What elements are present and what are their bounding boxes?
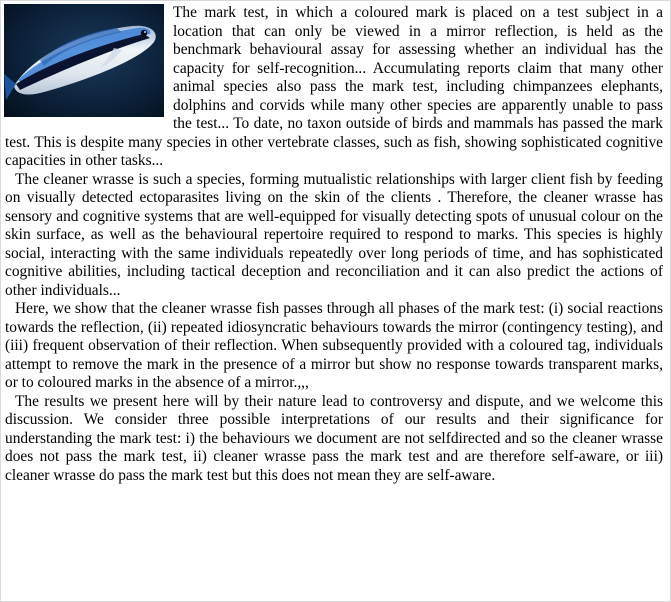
cleaner-wrasse-fish-photo-icon bbox=[4, 4, 164, 117]
paragraph-mark-test: The mark test, in which a coloured mark is placed on a test subject in a location that can only be viewed in a mirror reflection, is held as the benchmark behavioural assay for assessing whether an individual has the capacity for self-recognition... Accumulating reports claim that many other animal species also pass the mark test, including chimpanzees elephants, dolphins and corvids while many other species are apparently unable to pass the test... To date, no taxon outside of birds and mammals has passed the mark test. This is despite many species in other vertebrate classes, such as fish, showing sophisticated cognitive capacities in other tasks... bbox=[5, 4, 663, 169]
article-text bbox=[5, 4, 663, 485]
paragraph-interpretations: The results we present here will by their nature lead to controversy and dispute, and we welcome this discussion. We consider three possible interpretations of our results and their significance for understanding the mark test: i) the behaviours we document are not selfdirected and so the cleaner wrasse does not pass the mark test, ii) cleaner wrasse pass the mark test and are therefore self-aware, or iii) cleaner wrasse do pass the mark test but this does not mean they are self-aware. bbox=[5, 392, 663, 484]
paragraph-cleaner-wrasse: The cleaner wrasse is such a species, forming mutualistic relationships with larger client fish by feeding on visually detected ectoparasites living on the skin of the clients . Therefore, the cleaner wrasse has sensory and cognitive systems that are well-equipped for visually detecting spots of unusual colour on the skin surface, as well as the behavioural repertoire required to respond to marks. This species is highly social, interacting with the same individuals repeatedly over long periods of time, and has sophisticated cognitive abilities, including tactical deception and reconciliation and it can also predict the actions of other individuals... bbox=[5, 170, 663, 299]
paragraph-results-summary: Here, we show that the cleaner wrasse fish passes through all phases of the mark test: (i) social reactions towards the reflection, (ii) repeated idiosyncratic behaviours towards the mirror (contingency testing), and (iii) frequent observation of their reflection. When subsequently provided with a coloured tag, individuals attempt to remove the mark in the presence of a mirror but show no response towards transparent marks, or to coloured marks in the absence of a mirror.,,, bbox=[5, 300, 663, 391]
